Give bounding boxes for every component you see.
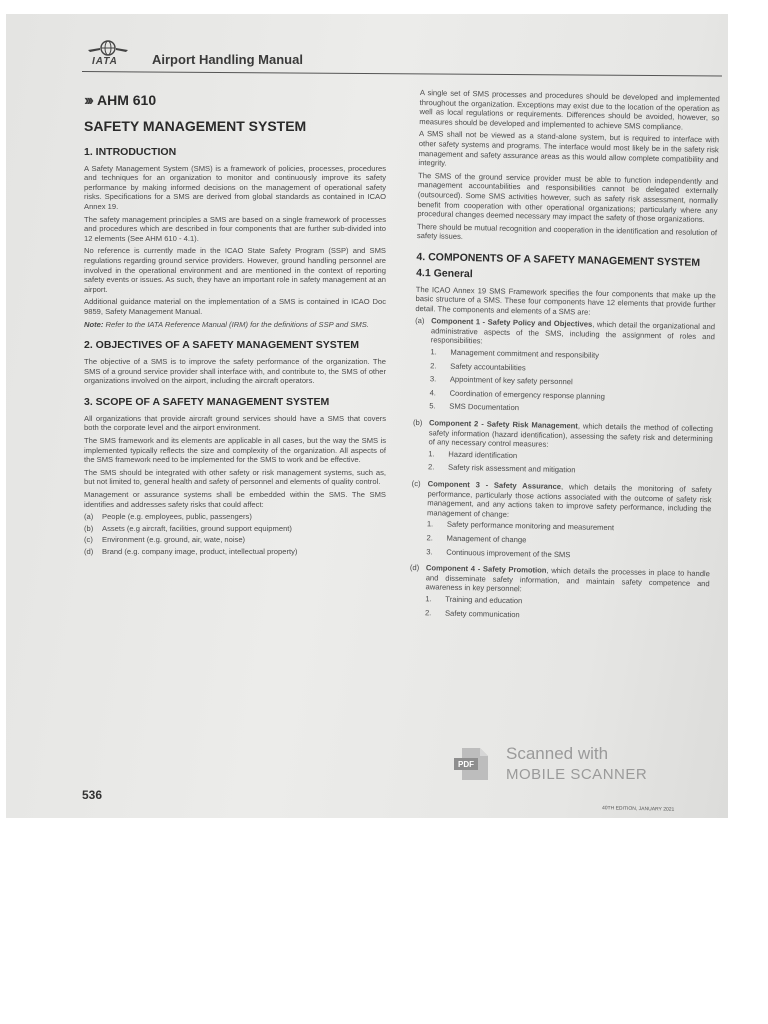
paragraph: A Safety Management System (SMS) is a framework of policies, processes, procedures and techniques for an organization to monitor and continuously improve its safety performance by making informed decisions on the management of operational safety risks. Specifications for a SMS are derived from global standards as contained in ICAO Annex 19. bbox=[84, 163, 386, 211]
section-heading: 1. INTRODUCTION bbox=[84, 145, 177, 158]
component-desc: , which details the processes in place to handle and disseminate safety information, and maintain safety competence and awareness in key personnel: bbox=[425, 565, 710, 594]
paragraph: Additional guidance material on the implementation of a SMS is contained in ICAO Doc 9859, Safety Management Manual. bbox=[84, 297, 386, 316]
list-item: (c) Environment (e.g. ground, air, wate, noise) bbox=[84, 535, 246, 545]
component-item: (d) Component 4 - Safety Promotion, which details the processes in place to handle and disseminate safety information, and maintain safety competence and awareness in key personnel: 1. Training and education 2. Safety communication bbox=[409, 563, 710, 627]
section-heading: 3. SCOPE OF A SAFETY MANAGEMENT SYSTEM bbox=[84, 395, 330, 408]
note bbox=[84, 320, 386, 330]
watermark-line2: MOBILE SCANNER bbox=[506, 766, 648, 783]
paragraph: A SMS shall not be viewed as a stand-alone system, but is required to interface with other safety systems and programs. The interface would most likely be in the safety risk management and safety assurance areas as this would allow complete compatibility and integrity. bbox=[418, 129, 720, 168]
element-item: 1. Training and education bbox=[425, 594, 523, 606]
scanner-watermark bbox=[454, 742, 714, 792]
component-name: Component 1 - Safety Policy and Objectives bbox=[431, 316, 593, 329]
list-item: (d) Brand (e.g. company image, product, intellectual property) bbox=[84, 547, 298, 556]
subsection-heading: 4.1 General bbox=[416, 266, 473, 281]
chapter-title: SAFETY MANAGEMENT SYSTEM bbox=[84, 117, 307, 134]
component-item: (c) Component 3 - Safety Assurance, which details the monitoring of safety performance, particularly those actions associated with the outcome of safety risk management, and any actions taken to improve safety performance, including the management of change: 1. Safety performance monitoring and measurement 2. Management of change 3. Continuous improvement of the SMS bbox=[410, 479, 712, 566]
component-name: Component 3 - Safety Assurance bbox=[427, 479, 562, 492]
paragraph: The ICAO Annex 19 SMS Framework specifies the four components that make up the basic structure of a SMS. These four components have 12 elements that provide further detail. The components and elements of a SMS are: bbox=[415, 284, 716, 317]
note-label: Note: bbox=[84, 319, 104, 329]
list-item: (b) Assets (e.g aircraft, facilities, ground support equipment) bbox=[84, 523, 292, 533]
paragraph: Management or assurance systems shall be embedded within the SMS. The SMS identifies and addresses safety risks that could affect: bbox=[84, 490, 386, 509]
element-item: 2. Safety accountabilities bbox=[430, 360, 526, 372]
chevron-arrows-icon: ››› bbox=[84, 92, 91, 109]
element-item: 2. Safety communication bbox=[424, 607, 520, 619]
element-item: 5. SMS Documentation bbox=[429, 401, 520, 413]
component-name: Component 4 - Safety Promotion bbox=[425, 563, 547, 575]
element-item: 1. Hazard identification bbox=[428, 449, 518, 460]
paragraph: The SMS of the ground service provider must be able to function independently and management accountabilities and responsibilities cannot be delegated externally (outsourced). Some SMS activities however, such as safety risk assessment, normally benefit from cooperation with other operational organizations; particularly where any procedural changes deemed necessary may impact the safety of those organizations. bbox=[417, 170, 719, 225]
element-item: 4. Coordination of emergency response planning bbox=[429, 388, 606, 401]
pdf-document-icon bbox=[454, 746, 492, 782]
edition-label: 40TH EDITION, JANUARY 2021 bbox=[601, 805, 675, 813]
section-heading: 4. COMPONENTS OF A SAFETY MANAGEMENT SYSTEM bbox=[416, 250, 701, 269]
svg-text:PDF: PDF bbox=[458, 760, 474, 769]
component-item: (a) Component 1 - Safety Policy and Objectives, which detail the organizational and administrative aspects of the SMS, including the assignment of roles and responsibilities: 1. Management commitment and responsibility 2. Safety accountabilities 3. Appointment of key safety personnel 4. Coordination of emergency response planning 5. SMS Documentation bbox=[413, 316, 715, 421]
component-desc: , which detail the organizational and administrative aspects of the SMS, including the assignment of roles and responsibilities: bbox=[430, 319, 716, 346]
paragraph: There should be mutual recognition and cooperation in the identification and resolution of safety issues. bbox=[416, 221, 718, 242]
component-item: (b) Component 2 - Safety Risk Management, which details the method of collecting safety information (hazard identification), assessing the safety risk and determining of any necessary control measures: 1. Hazard identification 2. Safety risk assessment and mitigation bbox=[412, 418, 713, 482]
note-text: Refer to the IATA Reference Manual (IRM) for the definitions of SSP and SMS. bbox=[105, 319, 369, 329]
element-item: 2. Safety risk assessment and mitigation bbox=[427, 462, 576, 475]
chapter-code: AHM 610 bbox=[96, 92, 157, 108]
page-number: 536 bbox=[82, 788, 103, 802]
watermark-line1: Scanned with bbox=[506, 744, 609, 763]
page-header bbox=[80, 40, 730, 70]
element-item: 2. Management of change bbox=[426, 533, 527, 545]
paragraph: A single set of SMS processes and procedures should be developed and implemented throughout the organization. Exceptions may exist due to the location of the operation as well as local regulations or requirements. Differences should be avoided, however, so measures should be developed and implemented to achieve SMS compliance. bbox=[419, 88, 720, 132]
section-heading: 2. OBJECTIVES OF A SAFETY MANAGEMENT SYSTEM bbox=[84, 339, 359, 352]
paragraph: The objective of a SMS is to improve the safety performance of the organization. The SMS of a ground service provider shall interface with, and contribute to, the SMS of other organizations involved on the airport, including the aircraft operators. bbox=[84, 357, 386, 386]
paragraph: The SMS framework and its elements are applicable in all cases, but the way the SMS is implemented typically reflects the size and complexity of the organization. All aspects of the SMS framework need to be implemented for the SMS to work and be effective. bbox=[84, 436, 386, 465]
paragraph: All organizations that provide aircraft ground services should have a SMS that covers both the corporate level and the airport environment. bbox=[84, 413, 386, 433]
paragraph: The safety management principles a SMS are based on a single framework of processes and procedures which are described in four components that are further sub-divided into 12 elements (See AHM 610 - 4.1). bbox=[84, 214, 386, 243]
iata-logo-text: IATA bbox=[92, 56, 118, 67]
paragraph: No reference is currently made in the ICAO State Safety Program (SSP) and SMS regulations regarding ground service providers. However, ground handling personnel are involved in the operational environment and are mentioned in the context of reporting safety events or issues. As such, they have an important role in safety management at an airport. bbox=[84, 246, 386, 294]
paragraph: The SMS should be integrated with other safety or risk management systems, such as, but not limited to, general health and safety of personnel and elements of quality control. bbox=[84, 467, 386, 487]
chapter-heading bbox=[84, 92, 386, 109]
risk-list bbox=[84, 512, 386, 556]
component-desc: , which details the method of collecting safety information (hazard identification), assessing the safety risk and determining of any necessary control measures: bbox=[428, 421, 714, 449]
component-name: Component 2 - Safety Risk Management bbox=[428, 418, 578, 431]
component-desc: , which details the monitoring of safety performance, particularly those actions associated with the outcome of safety risk management, and any actions taken to improve safety performance, including the management of change: bbox=[427, 482, 712, 519]
left-column bbox=[84, 92, 386, 559]
list-item: (a) People (e.g. employees, public, passengers) bbox=[84, 512, 252, 522]
element-item: 3. Continuous improvement of the SMS bbox=[426, 546, 571, 559]
element-item: 1. Management commitment and responsibility bbox=[430, 347, 600, 360]
element-item: 1. Safety performance monitoring and measurement bbox=[426, 519, 615, 533]
element-item: 3. Appointment of key safety personnel bbox=[429, 374, 573, 387]
right-column bbox=[409, 88, 720, 630]
manual-title: Airport Handling Manual bbox=[152, 52, 303, 67]
